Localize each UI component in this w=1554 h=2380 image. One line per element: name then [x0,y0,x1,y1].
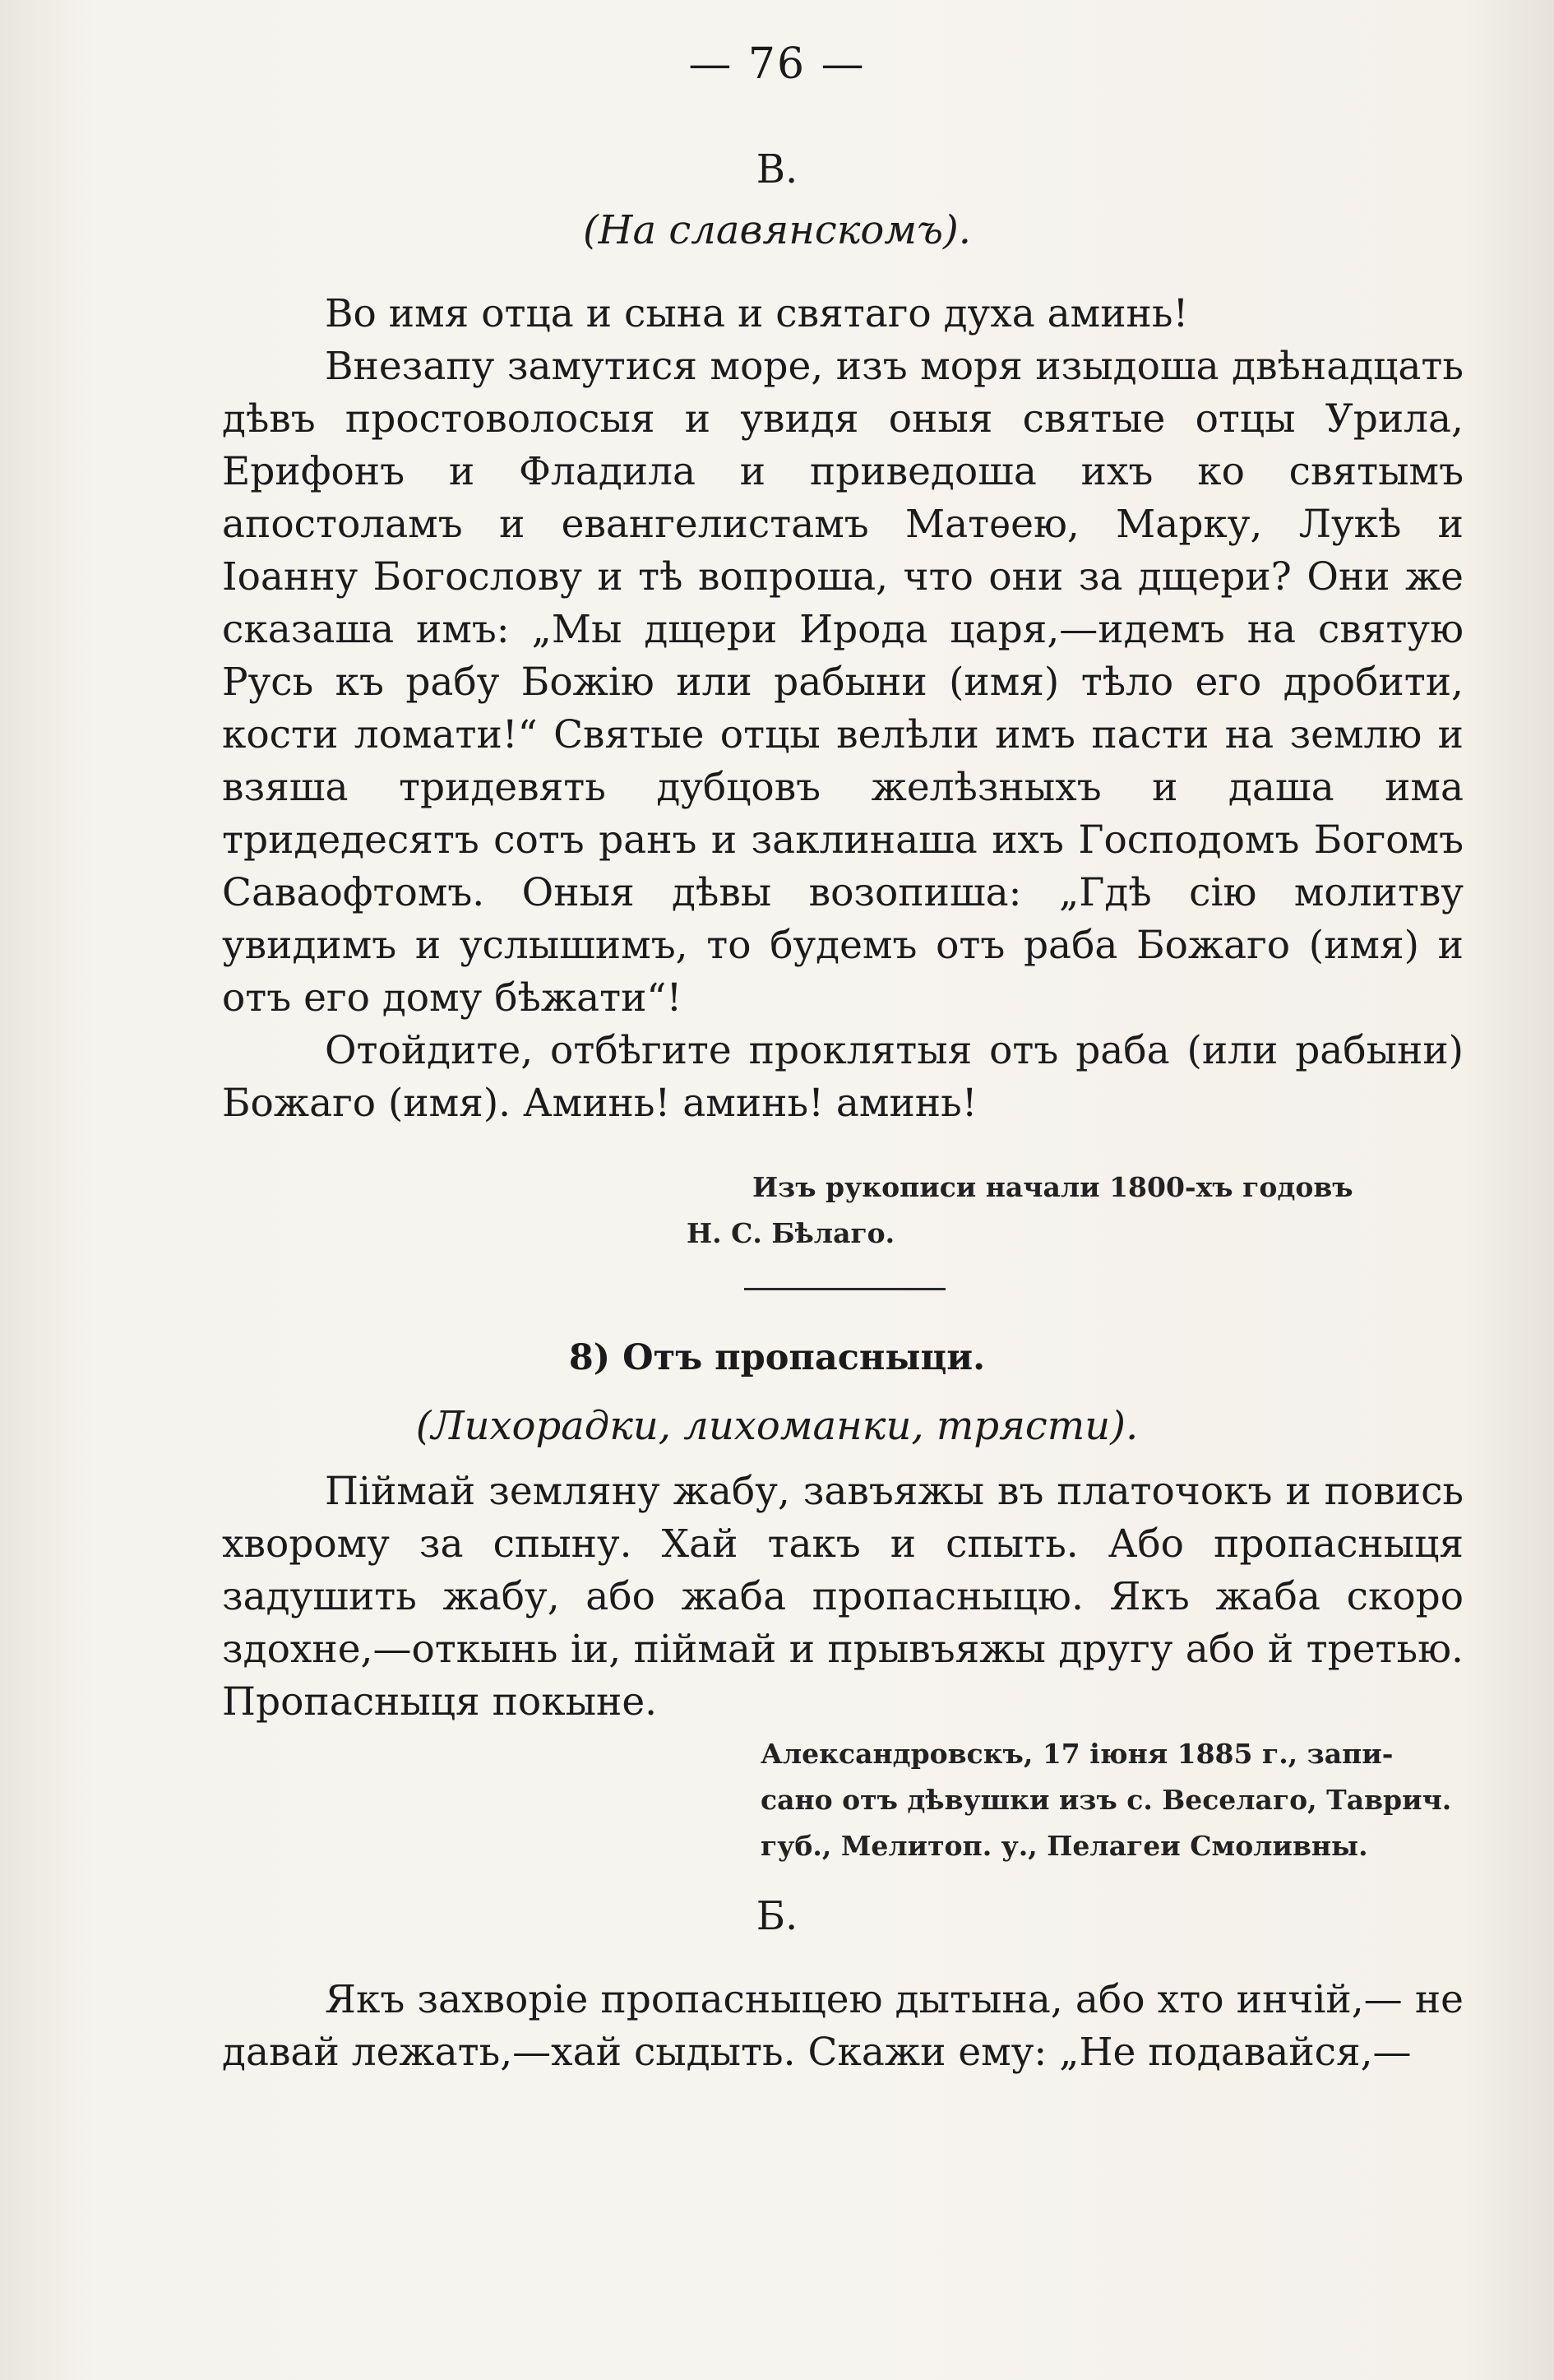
section-b-paragraph: Якъ захворіе пропасныцею дытына, або хто инчій,— не давай лежать,—хай сыдыть. Скажи ему: „Не подавайся,— [222,1977,1464,2075]
section-v-source [687,1165,1353,1257]
section-8-source-line-2: сано отъ дѣвушки изъ с. Веселаго, Таврич. [761,1784,1452,1816]
section-divider [744,1288,946,1290]
section-8-source-line-1: Александровскъ, 17 іюня 1885 г., запи- [761,1738,1394,1770]
section-v-source-line-1: Изъ рукописи начали 1800-хъ годовъ [752,1171,1353,1203]
section-8-title: 8) Отъ пропасныци. [568,1337,986,1378]
section-v-source-line-2: Н. С. Бѣлаго. [687,1217,895,1249]
section-v-subtitle: (На славянскомъ). [582,207,972,253]
section-8-source-line-3: губ., Мелитоп. у., Пелагеи Смоливны. [761,1830,1368,1862]
section-v-paragraph-2: Внезапу замутися море, изъ моря изыдоша двѣнадцать дѣвъ простоволосыя и увидя оныя святые отцы Урила, Ерифонъ и Фладила и приведоша ихъ ко святымъ апостоламъ и евангелистамъ Матѳею, Марку, Лукѣ и Іоанну Богослову и тѣ вопроша, что они за дщери? Они же сказаша имъ: „Мы дщери Ирода царя,—идемъ на святую Русь къ рабу Божію или рабыни (имя) тѣло его дробити, кости ломати!“ Святые отцы велѣли имъ пасти на землю и взяша тридевять дубцовъ желѣзныхъ и даша има тридедесятъ сотъ ранъ и заклинаша ихъ Господомъ Богомъ Саваофтомъ. Оныя дѣвы возопиша: „Гдѣ сію молитву увидимъ и услышимъ, то будемъ отъ раба Божаго (имя) и отъ его дому бѣжати“! [222,344,1464,1021]
section-8-text [222,1466,1464,1729]
section-v-paragraph-1: Во имя отца и сына и святаго духа аминь! [325,291,1189,336]
section-b-text [222,1974,1464,2079]
section-8-paragraph: Піймай земляну жабу, завъяжы въ платочокъ и повись хворому за спыну. Хай такъ и спыть. Або пропасныця задушить жабу, або жаба пропасныцю. Якъ жаба скоро здохне,—откынь іи, піймай и прывъяжы другу або й третью. Пропасныця покыне. [222,1469,1464,1725]
section-8-subtitle: (Лихорадки, лихоманки, трясти). [415,1403,1139,1449]
section-v-letter: В. [756,146,798,192]
section-8-source [761,1731,1451,1869]
section-b-letter: Б. [756,1893,798,1939]
section-v-text [222,288,1464,1130]
page-number: — 76 — [688,39,866,89]
section-v-paragraph-3: Отойдите, отбѣгите проклятыя отъ раба (или рабыни) Божаго (имя). Аминь! аминь! аминь! [222,1028,1464,1126]
